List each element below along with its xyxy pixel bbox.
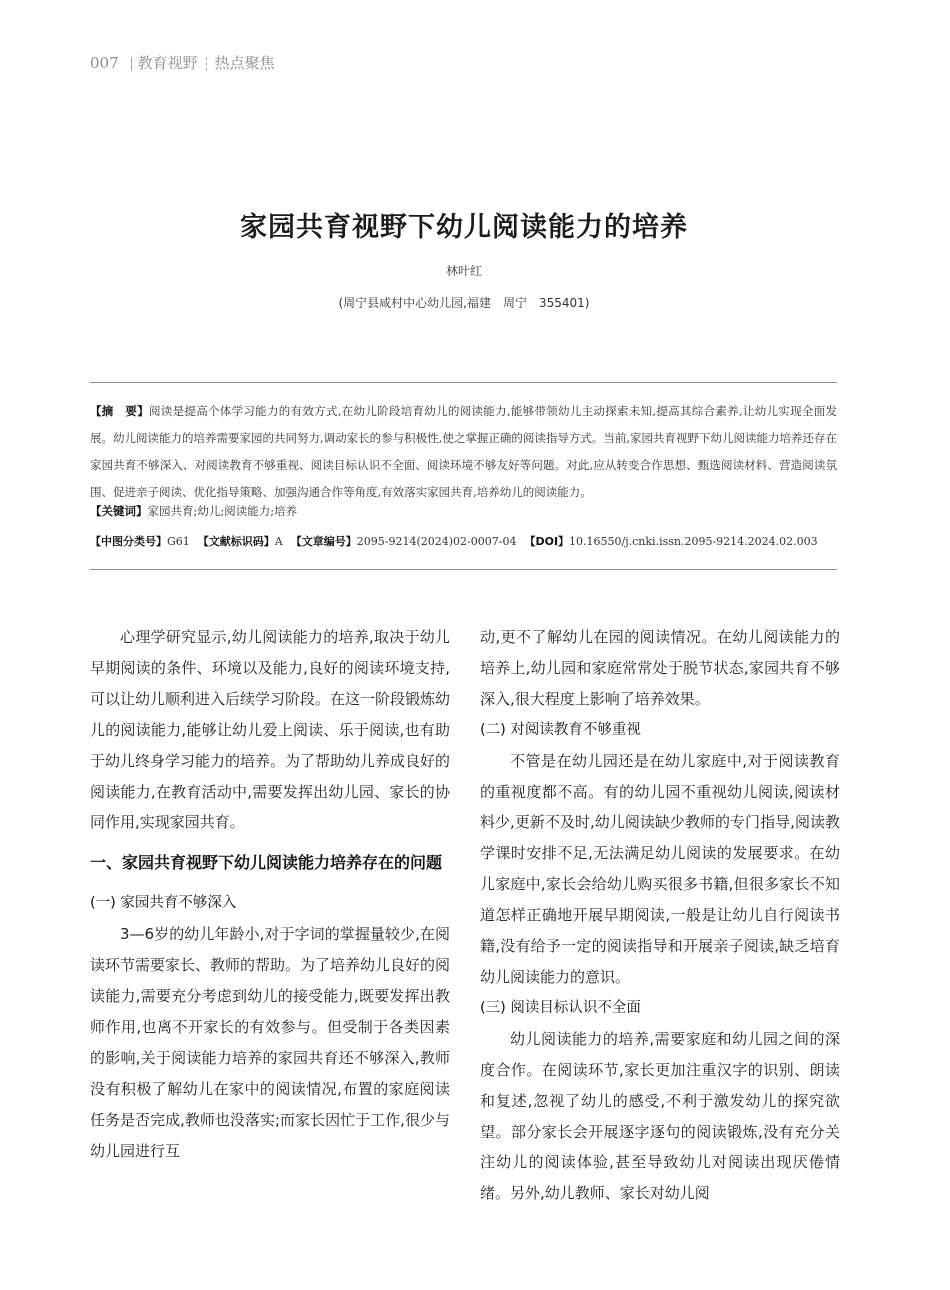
article-number-value: 2095-9214(2024)02-0007-04 <box>356 535 517 548</box>
classification-line <box>90 532 850 552</box>
article-affiliation: (周宁县咸村中心幼儿园,福建 周宁 355401) <box>338 296 590 310</box>
subsection-1-heading: (一) 家园共育不够深入 <box>90 895 237 912</box>
subsection-3-heading: (三) 阅读目标认识不全面 <box>480 999 641 1016</box>
subsection-2-heading: (二) 对阅读教育不够重视 <box>480 721 641 738</box>
subsection-1-paragraph: 3—6岁的幼儿年龄小,对于字词的掌握量较少,在阅读环节需要家长、教师的帮助。为了培养幼儿良好的阅读能力,需要充分考虑到幼儿的接受能力,既要发挥出教师作用,也离不开家长的有效参与。但受制于各类因素的影响,关于阅读能力培养的家园共育还不够深入,教师没有积极了解幼儿在家中的阅读情况,布置的家庭阅读任务是否完成,教师也没落实;而家长因忙于工作,很少与幼儿园进行互 <box>90 925 451 1160</box>
section-1-heading: 一、家园共育视野下幼儿阅读能力培养存在的问题 <box>90 853 443 873</box>
header-dashed-divider <box>206 57 207 71</box>
keywords-label: 【关键词】 <box>90 504 148 518</box>
page-number: 007 <box>90 54 119 72</box>
keywords-text: 家园共育;幼儿;阅读能力;培养 <box>147 504 298 518</box>
subsection-2-paragraph: 不管是在幼儿园还是在幼儿家庭中,对于阅读教育的重视度都不高。有的幼儿园不重视幼儿阅读,阅读材料少,更新不及时,幼儿阅读缺少教师的专门指导,阅读教学课时安排不足,无法满足幼儿阅读的发展要求。在幼儿家庭中,家长会给幼儿购买很多书籍,但很多家长不知道怎样正确地开展早期阅读,一般是让幼儿自行阅读书籍,没有给予一定的阅读指导和开展亲子阅读,缺乏培育幼儿阅读能力的意识。 <box>480 751 840 986</box>
top-rule <box>90 382 837 383</box>
subsection-1-paragraph-continued: 动,更不了解幼儿在园的阅读情况。在幼儿阅读能力的培养上,幼儿园和家庭常常处于脱节状态,家园共育不够深入,很大程度上影响了培养效果。 <box>480 628 840 708</box>
abstract-text: 阅读是提高个体学习能力的有效方式,在幼儿阶段培育幼儿的阅读能力,能够带领幼儿主动探索未知,提高其综合素养,让幼儿实现全面发展。幼儿阅读能力的培养需要家园的共同努力,调动家长的参与积极性,使之掌握正确的阅读指导方式。当前,家园共育视野下幼儿阅读能力培养还存在家园共育不够深入、对阅读教育不够重视、阅读目标认识不全面、阅读环境不够友好等问题。对此,应从转变合作思想、甄选阅读材料、营造阅读氛围、促进亲子阅读、优化指导策略、加强沟通合作等角度,有效落实家园共育,培养幼儿的阅读能力。 <box>90 404 837 499</box>
article-number-label: 【文章编号】 <box>290 535 357 548</box>
subsection-3-paragraph: 幼儿阅读能力的培养,需要家庭和幼儿园之间的深度合作。在阅读环节,家长更加注重汉字的识别、朗读和复述,忽视了幼儿的感受,不利于激发幼儿的探究欲望。部分家长会开展逐字逐句的阅读锻炼,没有充分关注幼儿的阅读体验,甚至导致幼儿对阅读出现厌倦情绪。另外,幼儿教师、家长对幼儿阅 <box>480 1029 840 1203</box>
header-divider <box>131 57 132 71</box>
clc-label: 【中图分类号】 <box>90 535 167 548</box>
header-column: 热点聚焦 <box>214 54 275 72</box>
running-header <box>90 52 275 73</box>
intro-paragraph: 心理学研究显示,幼儿阅读能力的培养,取决于幼儿早期阅读的条件、环境以及能力,良好的阅读环境支持,可以让幼儿顺利进入后续学习阶段。在这一阶段锻炼幼儿的阅读能力,能够让幼儿爱上阅读、乐于阅读,也有助于幼儿终身学习能力的培养。为了帮助幼儿养成良好的阅读能力,在教育活动中,需要发挥出幼儿园、家长的协同作用,实现家园共育。 <box>90 628 451 832</box>
keywords <box>90 500 837 522</box>
right-column <box>480 622 840 1209</box>
clc-value: G61 <box>167 535 190 548</box>
article-title: 家园共育视野下幼儿阅读能力的培养 <box>240 212 688 243</box>
left-column <box>90 622 450 1167</box>
bottom-rule <box>90 569 837 570</box>
doi-label: 【DOI】 <box>524 535 570 548</box>
header-section: 教育视野 <box>137 54 198 72</box>
abstract-label: 【摘 要】 <box>90 404 149 418</box>
article-author: 林叶红 <box>445 264 482 278</box>
doi-value: 10.16550/j.cnki.issn.2095-9214.2024.02.003 <box>569 535 818 548</box>
doc-code-value: A <box>274 535 283 548</box>
abstract <box>90 398 837 506</box>
doc-code-label: 【文献标识码】 <box>197 535 275 548</box>
